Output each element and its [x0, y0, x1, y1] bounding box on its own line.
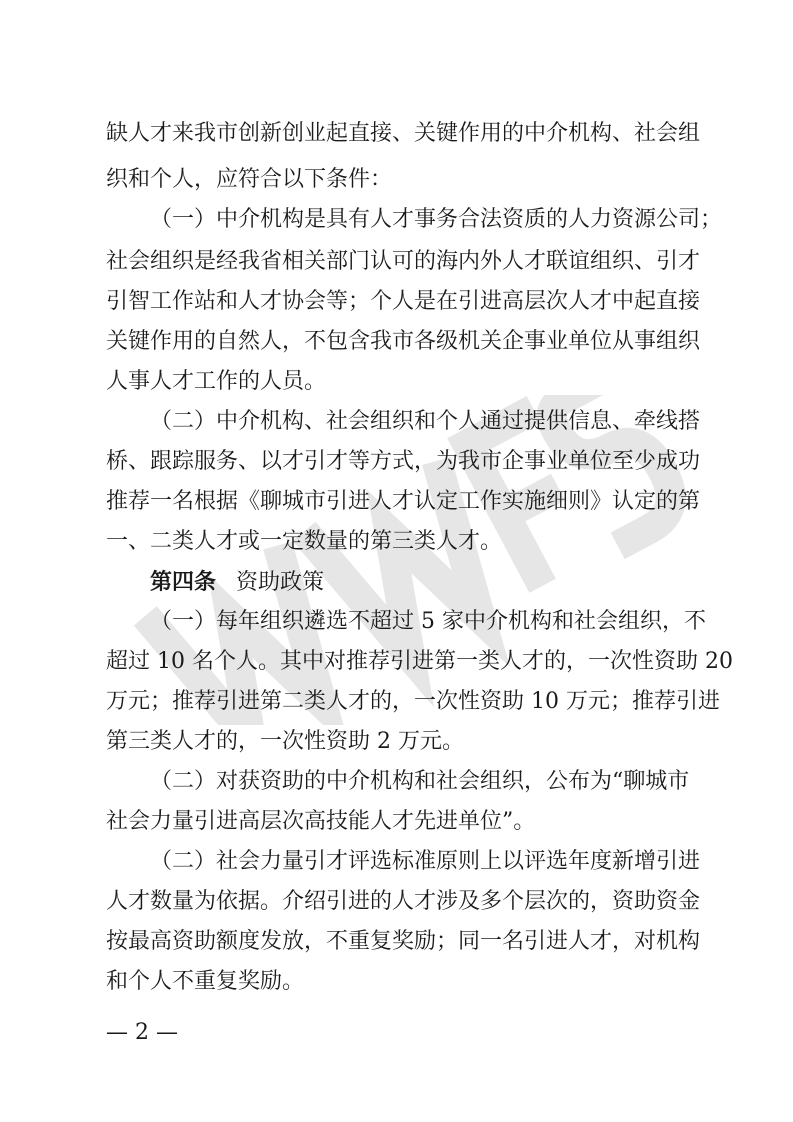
text-line: 一、二类人才或一定数量的第三类人才。 [106, 529, 503, 554]
text-line: 按最高资助额度发放，不重复奖励；同一名引进人才，对机构 [106, 929, 701, 954]
text-line: 超过 10 名个人。其中对推荐引进第一类人才的，一次性资助 20 [106, 649, 733, 674]
text-line: 和个人不重复奖励。 [106, 969, 305, 994]
text-line: 织和个人，应符合以下条件： [106, 167, 393, 192]
text-line: （二）中介机构、社会组织和个人通过提供信息、牵线搭 [150, 409, 701, 434]
article-heading [150, 562, 324, 602]
text-line: 万元；推荐引进第二类人才的，一次性资助 10 万元；推荐引进 [106, 689, 720, 714]
text-line: 关键作用的自然人，不包含我市各级机关企事业单位从事组织 [106, 329, 701, 354]
text-line: （一）每年组织遴选不超过 5 家中介机构和社会组织，不 [150, 609, 706, 634]
text-line: 社会力量引进高层次高技能人才先进单位”。 [106, 809, 536, 834]
article-number: 第四条 [150, 569, 217, 595]
text-line: （一）中介机构是具有人才事务合法资质的人力资源公司； [150, 207, 723, 232]
page-number: — 2 — [106, 1020, 178, 1045]
text-line: 人才数量为依据。介绍引进的人才涉及多个层次的，资助资金 [106, 889, 701, 914]
text-line: 第三类人才的，一次性资助 2 万元。 [106, 729, 464, 754]
text-line: 社会组织是经我省相关部门认可的海内外人才联谊组织、引才 [106, 249, 701, 274]
text-line: 桥、跟踪服务、以才引才等方式，为我市企事业单位至少成功 [106, 449, 701, 474]
text-line: 人事人才工作的人员。 [106, 369, 327, 394]
text-line: （二）对获资助的中介机构和社会组织，公布为“聊城市 [150, 769, 690, 794]
article-title: 资助政策 [236, 570, 325, 595]
text-line: 推荐一名根据《聊城市引进人才认定工作实施细则》认定的第 [106, 489, 701, 514]
text-line: （二）社会力量引才评选标准原则上以评选年度新增引进 [150, 849, 701, 874]
text-line: 缺人才来我市创新创业起直接、关键作用的中介机构、社会组 [106, 121, 701, 146]
text-line: 引智工作站和人才协会等；个人是在引进高层次人才中起直接 [106, 289, 701, 314]
